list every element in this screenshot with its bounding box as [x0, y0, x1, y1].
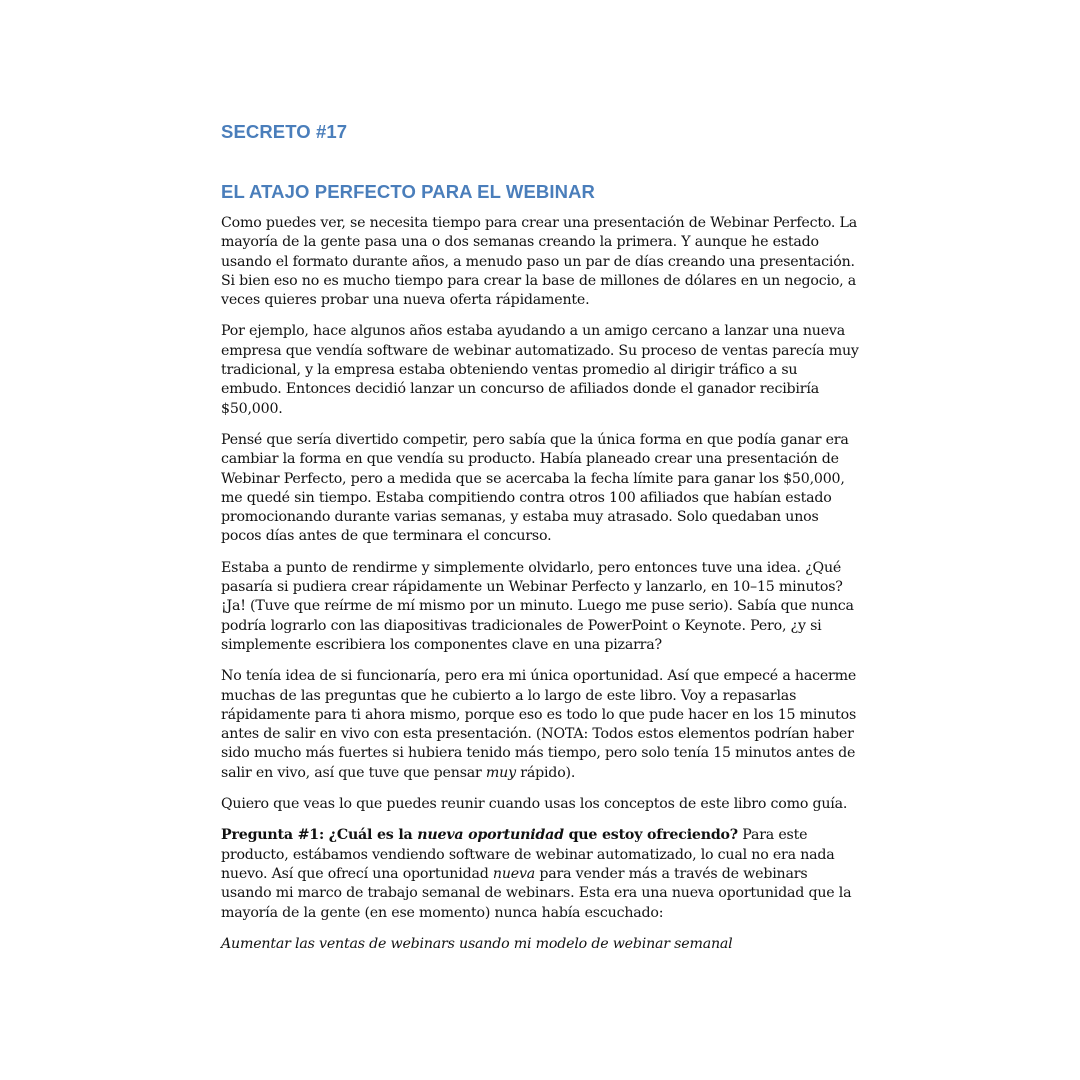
secret-number-heading: SECRETO #17 [221, 121, 348, 142]
tagline-text: Aumentar las ventas de webinars usando mi modelo de webinar semanal [221, 935, 733, 952]
paragraph-questions-end: rápido). [515, 764, 576, 781]
paragraph-competition: Pensé que sería divertido competir, pero sabía que la única forma en que podía ganar era cambiar la forma en que vendía su producto. Había planeado crear una presentación de Webinar Perfecto, pero a medida que se acercaba la fecha límite para ganar los $50,000, me quedé sin tiempo. Estaba compitiendo contra otros 100 afiliados que habían estado promocionando durante varias semanas, y estaba muy atrasado. Solo quedaban unos pocos días antes de que terminara el concurso. [221, 431, 849, 545]
paragraph-guide: Quiero que veas lo que puedes reunir cuando usas los conceptos de este libro como guía. [221, 796, 848, 813]
question-1-label-emphasis: nueva oportunidad [417, 827, 564, 844]
paragraph-questions [221, 667, 861, 783]
paragraph-idea: Estaba a punto de rendirme y simplemente olvidarlo, pero entonces tuve una idea. ¿Qué pasaría si pudiera crear rápidamente un Webinar Perfecto y lanzarlo, en 10–15 minutos? ¡Ja! (Tuve que reírme de mí mismo por un minuto. Luego me puse serio). Sabía que nunca podría lograrlo con las diapositivas tradicionales de PowerPoint o Keynote. Pero, ¿y si simplemente escribiera los componentes clave en una pizarra? [221, 559, 854, 653]
paragraph-tagline [221, 935, 861, 954]
document-page [221, 118, 861, 966]
chapter-title: EL ATAJO PERFECTO PARA EL WEBINAR [221, 181, 596, 202]
question-1-emphasis: nueva [492, 865, 536, 882]
question-1-label-end: que estoy ofreciendo? [563, 827, 738, 844]
paragraph-example: Por ejemplo, hace algunos años estaba ayudando a un amigo cercano a lanzar una nueva empresa que vendía software de webinar automatizado. Su proceso de ventas parecía muy tradicional, y la empresa estaba obteniendo ventas promedio al dirigir tráfico a su embudo. Entonces decidió lanzar un concurso de afiliados donde el ganador recibiría $50,000. [221, 323, 859, 417]
paragraph-questions-text: No tenía idea de si funcionaría, pero era mi única oportunidad. Así que empecé a hacerme muchas de las preguntas que he cubierto a lo largo de este libro. Voy a repasarlas rápidamente para ti ahora mismo, porque eso es todo lo que pude hacer en los 15 minutos antes de salir en vivo con esta presentación. (NOTA: Todos estos elementos podrían haber sido mucho más fuertes si hubiera tenido más tiempo, pero solo tenía 15 minutos antes de salir en vivo, así que tuve que pensar [221, 668, 857, 781]
question-1-text: Para este producto, estábamos vendiendo software de webinar automatizado, lo cual no era nada nuevo. Así que ofrecí una oportunidad [221, 827, 835, 882]
question-1-label [221, 827, 738, 843]
paragraph-intro: Como puedes ver, se necesita tiempo para crear una presentación de Webinar Perfecto. La mayoría de la gente pasa una o dos semanas creando la primera. Y aunque he estado usando el formato durante años, a menudo paso un par de días creando una presentación. Si bien eso no es mucho tiempo para crear la base de millones de dólares en un negocio, a veces quieres probar una nueva oferta rápidamente. [221, 215, 858, 309]
paragraph-questions-emphasis: muy [485, 764, 516, 781]
paragraph-question-1 [221, 826, 861, 922]
question-1-text-end: para vender más a través de webinars usando mi marco de trabajo semanal de webinars. Esta era una nueva oportunidad que la mayoría de la gente (en ese momento) nunca había escuchado: [221, 865, 852, 921]
question-1-label-start: Pregunta #1: ¿Cuál es la [221, 827, 418, 844]
